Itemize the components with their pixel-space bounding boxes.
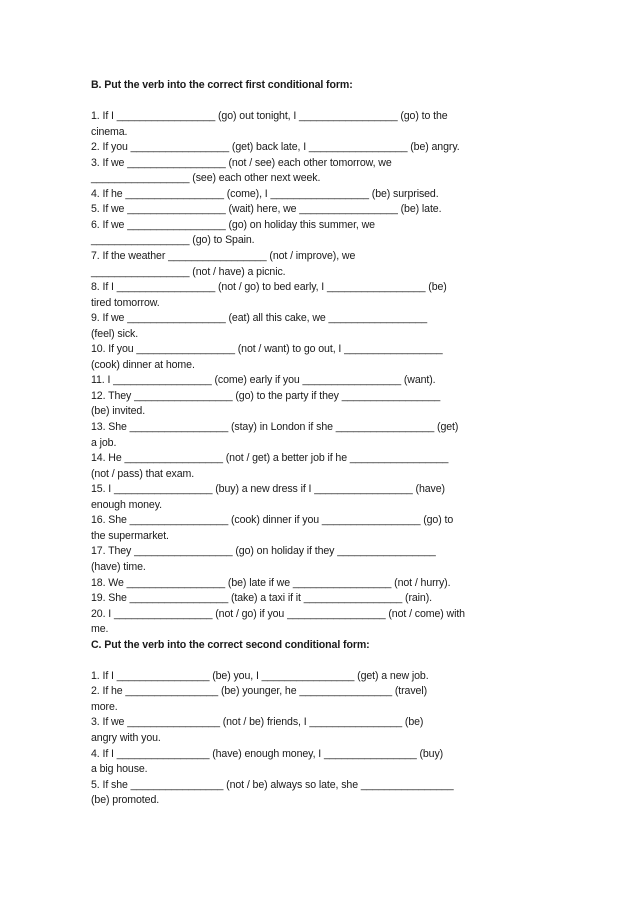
exercise-line: _________________ (see) each other next week. <box>91 172 321 185</box>
exercise-line: a big house. <box>91 763 148 776</box>
exercise-line: (be) invited. <box>91 405 146 418</box>
exercise-line: me. <box>91 623 109 636</box>
exercise-line: 19. She _________________ (take) a taxi if it _________________ (rain). <box>91 592 432 605</box>
exercise-line: (cook) dinner at home. <box>91 358 195 371</box>
exercise-line: enough money. <box>91 498 162 511</box>
exercise-line: 7. If the weather _________________ (not / improve), we <box>91 250 356 263</box>
exercise-line: _________________ (go) to Spain. <box>91 234 255 247</box>
exercise-line: (feel) sick. <box>91 327 139 340</box>
exercise-line: 13. She _________________ (stay) in London if she _________________ (get) <box>91 421 459 434</box>
exercise-line: 12. They _________________ (go) to the party if they _________________ <box>91 389 441 402</box>
exercise-line: more. <box>91 700 118 713</box>
exercise-line: 2. If you _________________ (get) back late, I _________________ (be) angry. <box>91 141 460 154</box>
exercise-line: 6. If we _________________ (go) on holiday this summer, we <box>91 218 375 231</box>
exercise-line: 2. If he ________________ (be) younger, he ________________ (travel) <box>91 685 428 698</box>
exercise-line: 8. If I _________________ (not / go) to bed early, I _________________ (be) <box>91 281 447 294</box>
exercise-line: tired tomorrow. <box>91 296 160 309</box>
worksheet-page <box>91 78 531 809</box>
exercise-line: 18. We _________________ (be) late if we _________________ (not / hurry). <box>91 576 451 589</box>
exercise-line: 9. If we _________________ (eat) all this cake, we _________________ <box>91 312 428 325</box>
exercise-line: (have) time. <box>91 560 146 573</box>
exercise-line: 5. If we _________________ (wait) here, we _________________ (be) late. <box>91 203 442 216</box>
exercise-line: 20. I _________________ (not / go) if you _________________ (not / come) with <box>91 607 465 620</box>
section-b-heading: B. Put the verb into the correct first conditional form: <box>91 79 353 91</box>
exercise-line: 3. If we _________________ (not / see) each other tomorrow, we <box>91 156 392 169</box>
exercise-line: cinema. <box>91 125 128 138</box>
spacer <box>91 653 531 669</box>
exercise-line: 11. I _________________ (come) early if you _________________ (want). <box>91 374 436 387</box>
exercise-line: 4. If I ________________ (have) enough money, I ________________ (buy) <box>91 747 444 760</box>
spacer <box>91 94 531 110</box>
exercise-line: 3. If we ________________ (not / be) friends, I ________________ (be) <box>91 716 424 729</box>
exercise-line: 16. She _________________ (cook) dinner if you _________________ (go) to <box>91 514 454 527</box>
exercise-line: 17. They _________________ (go) on holiday if they _________________ <box>91 545 436 558</box>
exercise-line: the supermarket. <box>91 529 169 542</box>
exercise-line: angry with you. <box>91 731 161 744</box>
section-c-exercises <box>91 669 531 809</box>
exercise-line: 1. If I _________________ (go) out tonight, I _________________ (go) to the <box>91 110 448 123</box>
exercise-line: 5. If she ________________ (not / be) always so late, she ________________ <box>91 778 454 791</box>
exercise-line: (not / pass) that exam. <box>91 467 195 480</box>
exercise-line: _________________ (not / have) a picnic. <box>91 265 286 278</box>
exercise-line: 15. I _________________ (buy) a new dress if I _________________ (have) <box>91 483 445 496</box>
section-b-exercises <box>91 109 531 638</box>
exercise-line: 14. He _________________ (not / get) a better job if he _________________ <box>91 452 449 465</box>
exercise-line: (be) promoted. <box>91 794 160 807</box>
section-c-heading: C. Put the verb into the correct second conditional form: <box>91 638 370 651</box>
exercise-line: a job. <box>91 436 117 449</box>
exercise-line: 10. If you _________________ (not / want) to go out, I _________________ <box>91 343 443 356</box>
exercise-line: 4. If he _________________ (come), I _________________ (be) surprised. <box>91 187 439 200</box>
exercise-line: 1. If I ________________ (be) you, I ________________ (get) a new job. <box>91 669 429 682</box>
